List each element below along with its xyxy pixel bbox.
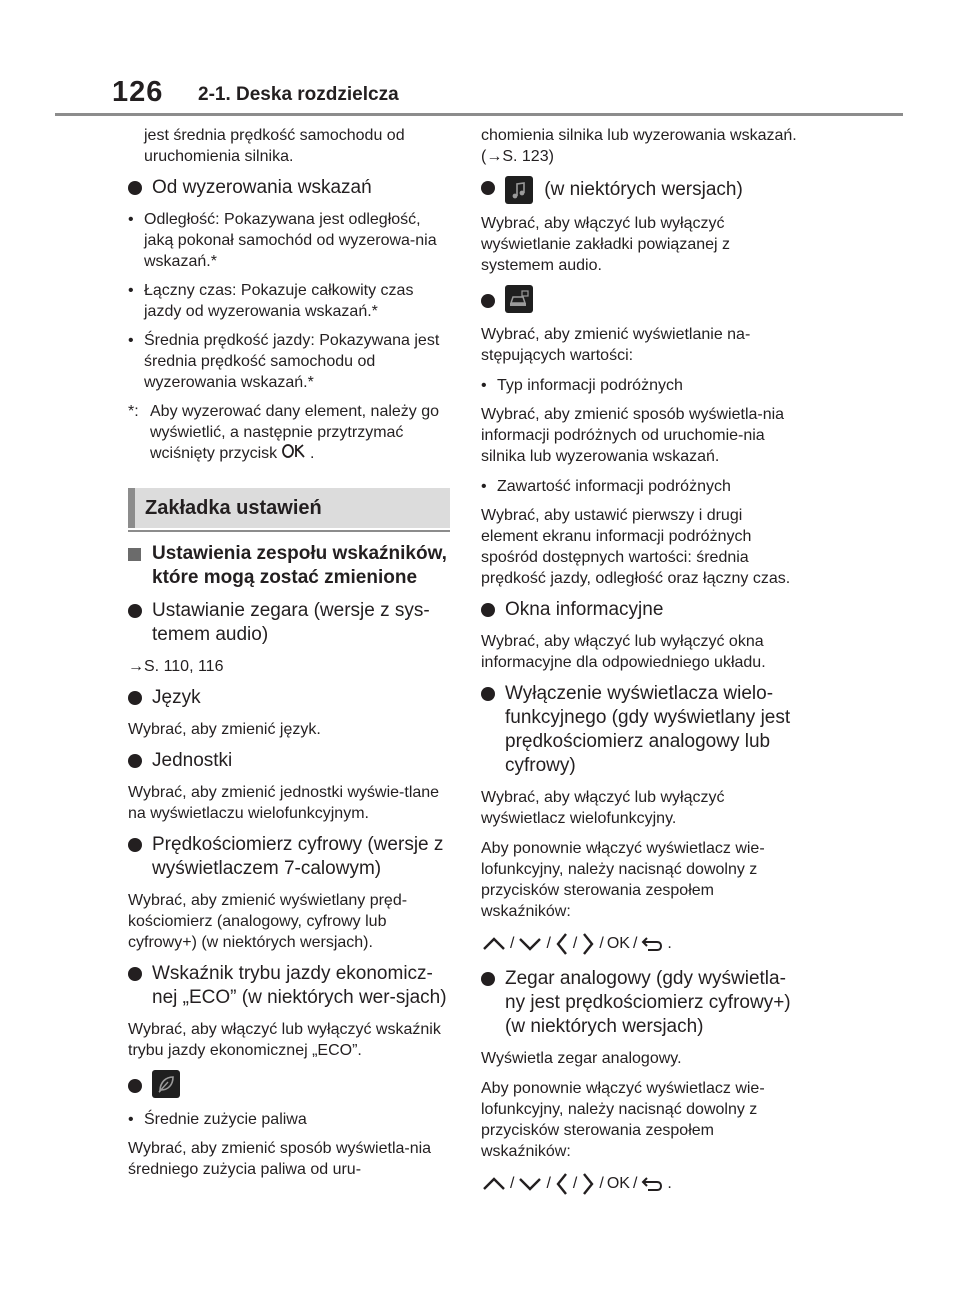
digital-speedometer-heading: Prędkościomierz cyfrowy (wersje z wyświetlaczem 7-calowym) [128,833,450,881]
fuel-icon-heading [128,1070,450,1100]
popup-text: Wybrać, aby włączyć lub wyłączyć okna informacyjne dla odpowiedniego układu. [481,633,766,671]
trip-item2-text: Wybrać, aby ustawić pierwszy i drugi element ekranu informacji podróżnych spośród dostępnych wartości: średnia prędkość jazdy, odległość oraz łączny czas. [481,507,791,587]
left-column [128,125,450,1189]
eco-text: Wybrać, aby włączyć lub wyłączyć wskaźnik trybu jazdy ekonomicznej „ECO”. [128,1021,441,1059]
bullet-icon [128,691,142,705]
reset-heading: Od wyzerowania wskazań [128,176,450,200]
bullet-icon [128,1079,142,1093]
settings-heading: Ustawienia zespołu wskaźników, które mogą zostać zmienione [128,542,450,590]
back-icon [640,1175,664,1193]
music-note-icon [505,176,533,204]
bullet-icon [481,972,495,986]
analog-clock-text2: Aby ponownie włączyć wyświetlacz wie-lofunkcyjny, należy nacisnąć dowolny z przycisków sterowania zespołem wskaźników: [481,1080,765,1160]
mid-off-text2: Aby ponownie włączyć wyświetlacz wie-lofunkcyjny, należy nacisnąć dowolny z przycisków sterowania zespołem wskaźników: [481,840,765,920]
mid-off-text1: Wybrać, aby włączyć lub wyłączyć wyświetlacz wielofunkcyjny. [481,789,725,827]
bullet-icon [481,181,495,195]
control-buttons-row: / / / / OK / . [481,1171,803,1197]
trip-item1-text: Wybrać, aby zmienić sposób wyświetla-nia informacji podróżnych od uruchomie-nia silnika lub wyzerowania wskazań. [481,406,785,465]
list-item: • Typ informacji podróżnych [481,377,683,394]
control-buttons-row: / / / / OK / . [481,931,803,957]
list-item: • Łączny czas: Pokazuje całkowity czas jazdy od wyzerowania wskazań.* [128,282,414,320]
up-arrow-icon [481,1176,507,1192]
list-item: • Średnia prędkość jazdy: Pokazywana jest średnia prędkość samochodu od wyzerowania wskazań.* [128,332,440,391]
settings-tab-heading: Zakładka ustawień [128,488,450,528]
analog-clock-heading: Zegar analogowy (gdy wyświetla-ny jest prędkościomierz cyfrowy+) (w niektórych wersjach) [481,967,803,1039]
car-info-icon [505,285,533,313]
mid-off-heading: Wyłączenie wyświetlacza wielo-funkcyjnego (gdy wyświetlany jest prędkościomierz analogowy lub cyfrowy) [481,682,803,778]
page-header [0,0,960,118]
trip-icon-heading [481,285,803,315]
audio-text: Wybrać, aby włączyć lub wyłączyć wyświetlanie zakładki powiązanej z systemem audio. [481,215,731,274]
bullet-icon [128,838,142,852]
list-item: • Średnie zużycie paliwa [128,1111,307,1128]
units-heading: Jednostki [128,749,450,773]
language-text: Wybrać, aby zmienić język. [128,721,321,738]
down-arrow-icon [517,1176,543,1192]
bullet-icon [481,687,495,701]
bullet-icon [128,181,142,195]
page-number: 126 [112,76,164,108]
digital-speedometer-text: Wybrać, aby zmienić wyświetlany pręd-kościomierz (analogowy, cyfrowy lub cyfrowy+) (w niektórych wersjach). [128,892,408,951]
eco-heading: Wskaźnik trybu jazdy ekonomicz-nej „ECO” (w niektórych wer-sjach) [128,962,450,1010]
square-bullet-icon [128,548,141,561]
bullet-icon [481,294,495,308]
continued-text: chomienia silnika lub wyzerowania wskazań. (→S. 123) [481,127,797,165]
right-column [481,125,803,1207]
language-heading: Język [128,686,450,710]
left-arrow-icon [554,931,570,957]
up-arrow-icon [481,936,507,952]
right-arrow-icon [580,931,596,957]
bullet-icon [128,967,142,981]
list-item: • Zawartość informacji podróżnych [481,478,731,495]
leaf-icon [152,1070,180,1098]
intro-text: jest średnia prędkość samochodu od uruchomienia silnika. [144,127,405,165]
ok-button-label: OK [606,1175,630,1192]
ok-button-icon [282,443,306,464]
section-title: 2-1. Deska rozdzielcza [198,84,399,105]
footnote: *: Aby wyzerować dany element, należy go wyświetlić, a następnie przytrzymać wciśnięty przycisk . [128,403,440,462]
header-rule [55,113,903,116]
clock-ref: →S. 110, 116 [128,658,224,675]
bullet-icon [128,604,142,618]
list-item: • Odległość: Pokazywana jest odległość, jaką pokonał samochód od wyzerowa-nia wskazań.* [128,211,437,270]
clock-heading: Ustawianie zegara (wersje z sys-temem audio) [128,599,450,647]
fuel-text: Wybrać, aby zmienić sposób wyświetla-nia średniego zużycia paliwa od uru- [128,1140,432,1178]
popup-heading: Okna informacyjne [481,598,803,622]
down-arrow-icon [517,936,543,952]
units-text: Wybrać, aby zmienić jednostki wyświe-tlane na wyświetlaczu wielofunkcyjnym. [128,784,440,822]
left-arrow-icon [554,1171,570,1197]
bullet-icon [128,754,142,768]
right-arrow-icon [580,1171,596,1197]
audio-heading: (w niektórych wersjach) [481,176,803,204]
analog-clock-text1: Wyświetla zegar analogowy. [481,1050,682,1067]
bullet-icon [481,603,495,617]
ok-button-label: OK [606,935,630,952]
back-icon [640,935,664,953]
trip-text: Wybrać, aby zmienić wyświetlanie na-stępujących wartości: [481,326,751,364]
